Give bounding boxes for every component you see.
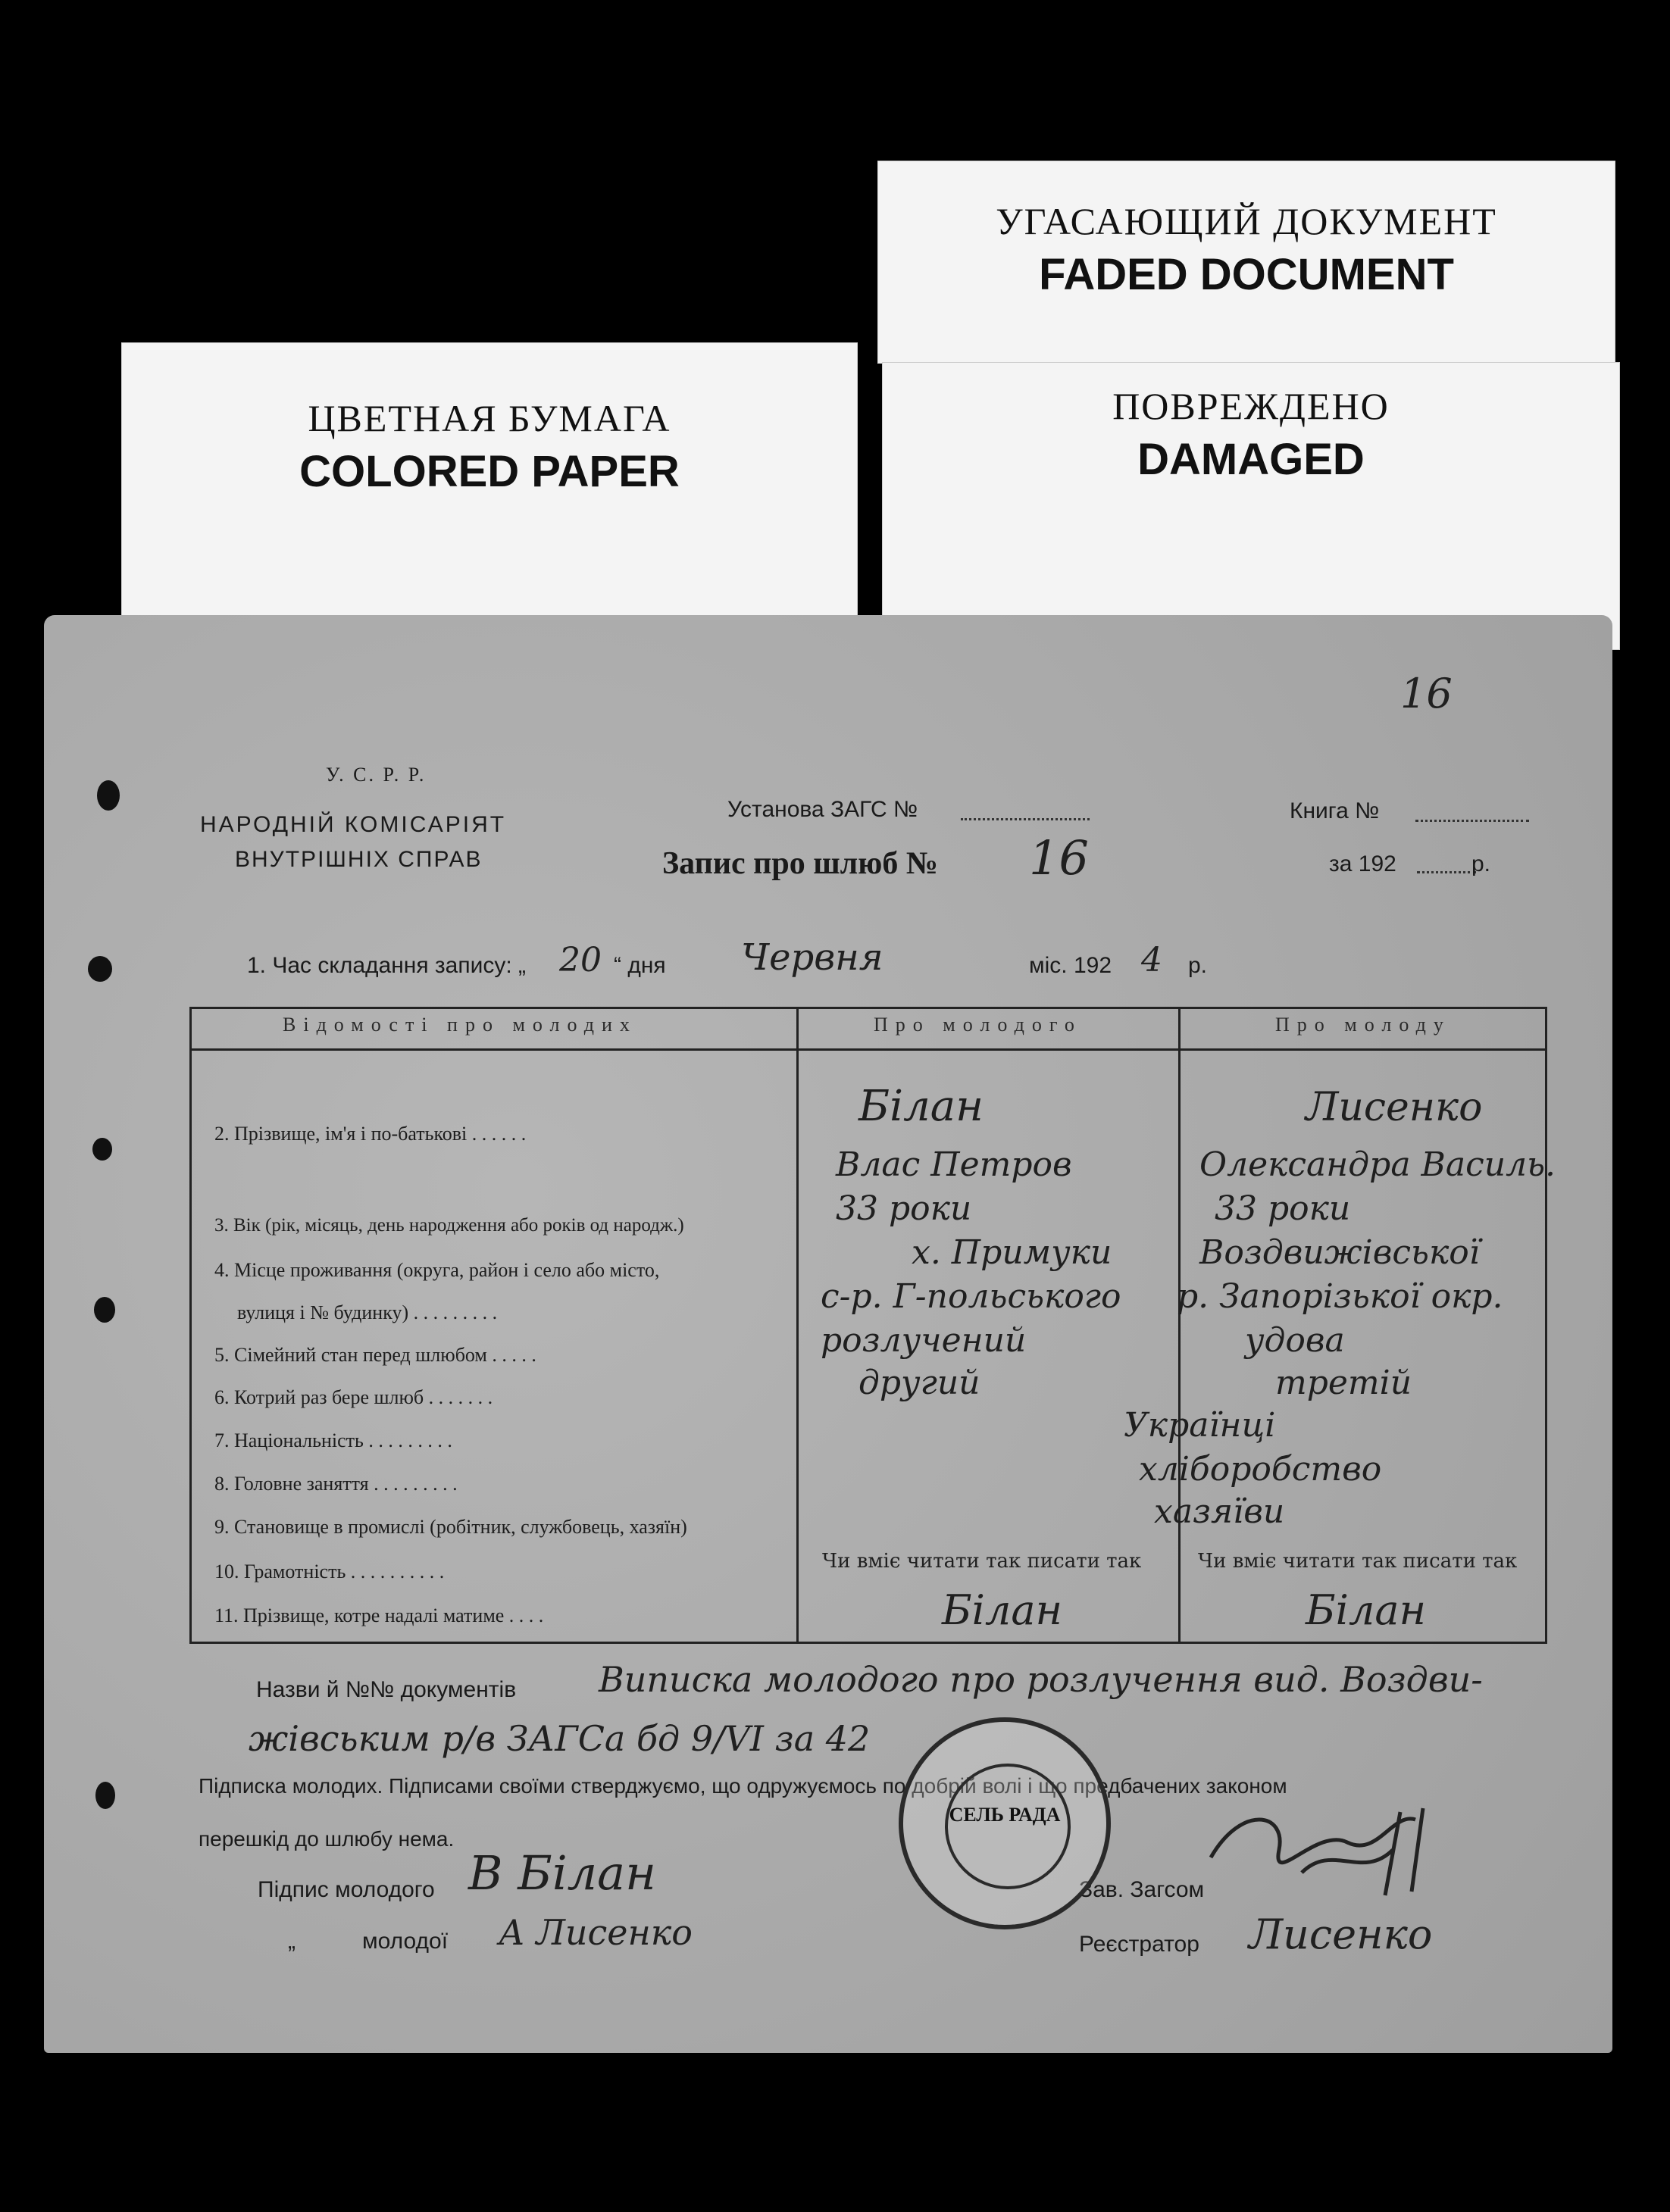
row-label-name: 2. Прізвище, ім'я і по-батькові . . . . . . (214, 1123, 527, 1145)
groom-residence-1: х. Примуки (912, 1233, 1112, 1272)
groom-surname: Білан (858, 1082, 984, 1131)
header-ussr: У. С. Р. Р. (326, 764, 427, 786)
bride-signature: А Лисенко (499, 1912, 693, 1953)
year-label: за 192 (1329, 851, 1396, 876)
groom-given-name: Влас Петров (836, 1145, 1072, 1184)
header-divider (192, 1048, 1545, 1051)
marriage-record-document (44, 615, 1612, 2053)
bride-quote-mark: „ (288, 1929, 296, 1954)
damaged-card (882, 362, 1620, 650)
time-mis: міс. 192 (1029, 953, 1112, 978)
time-prefix: 1. Час складання запису: „ (247, 953, 527, 978)
shared-nationality: Українці (1124, 1406, 1276, 1445)
col-header-groom: Про молодого (874, 1014, 1082, 1036)
col-header-bride: Про молоду (1275, 1014, 1451, 1036)
column-divider (796, 1009, 799, 1642)
registrar-signature: Лисенко (1249, 1911, 1433, 1958)
groom-marriage-count: другий (858, 1364, 980, 1402)
year-field (1417, 871, 1476, 873)
record-title: Запис про шлюб № (662, 846, 939, 881)
header-internal-affairs: ВНУТРІШНІХ СПРАВ (235, 847, 483, 872)
bride-literacy: Чи вміє читати так писати так (1198, 1550, 1518, 1573)
groom-marital: розлучений (821, 1321, 1027, 1360)
row-label-literacy: 10. Грамотність . . . . . . . . . . (214, 1561, 445, 1582)
time-mid: “ дня (614, 953, 666, 978)
official-stamp (899, 1717, 1111, 1929)
faded-label-ru: УГАСАЮЩИЙ ДОКУМЕНТ (996, 200, 1497, 242)
head-label: Зав. Загсом (1079, 1877, 1205, 1902)
bride-marital: удова (1245, 1321, 1345, 1360)
colored-paper-card (121, 342, 858, 661)
groom-signature-label: Підпис молодого (258, 1877, 435, 1902)
page-number: 16 (1400, 670, 1453, 717)
bride-signature-label: молодої (362, 1929, 449, 1954)
row-label-marital: 5. Сімейний стан перед шлюбом . . . . . (214, 1344, 536, 1366)
registrar-label: Реєстратор (1079, 1932, 1199, 1957)
groom-age: 33 роки (836, 1189, 972, 1228)
documents-label: Назви й №№ документів (256, 1677, 517, 1702)
faded-document-card (877, 161, 1615, 364)
year-suffix: р. (1471, 851, 1491, 876)
declaration-line-2: перешкід до шлюбу нема. (199, 1827, 455, 1851)
bride-future-surname: Білан (1306, 1586, 1427, 1634)
bride-marriage-count: третій (1275, 1364, 1412, 1402)
book-field (1415, 820, 1529, 822)
institution-field (961, 818, 1090, 820)
shared-occupation: хліборобство (1139, 1450, 1382, 1489)
bride-given-name: Олександра Василь. (1199, 1145, 1556, 1184)
column-divider (1178, 1009, 1181, 1642)
row-label-residence-2: вулиця і № будинку) . . . . . . . . . (237, 1301, 498, 1323)
row-label-age: 3. Вік (рік, місяць, день народження або років од народж.) (214, 1215, 684, 1236)
faded-label-en: FADED DOCUMENT (1039, 250, 1454, 299)
damage-hole (88, 956, 112, 982)
row-label-future-surname: 11. Прізвище, котре надалі матиме . . . . (214, 1604, 544, 1626)
time-year-digit: 4 (1141, 941, 1162, 979)
damage-hole (95, 1782, 115, 1809)
row-label-nationality: 7. Національність . . . . . . . . . (214, 1429, 452, 1451)
row-label-occupation: 8. Головне заняття . . . . . . . . . (214, 1473, 458, 1495)
documents-hand-1: Виписка молодого про розлучення вид. Воздви- (599, 1659, 1483, 1700)
declaration-line-1: Підписка молодих. Підписами своїми стверджуємо, що одружуємось по добрій волі і що предбачених законом (199, 1774, 1287, 1798)
marriage-details-table (189, 1007, 1556, 1644)
stamp-inner-ring (945, 1764, 1071, 1889)
damaged-label-ru: ПОВРЕЖДЕНО (1112, 385, 1390, 427)
bride-surname: Лисенко (1306, 1085, 1483, 1130)
header-commissariat: НАРОДНІЙ КОМІСАРІЯТ (200, 812, 507, 837)
time-month: Червня (741, 936, 883, 979)
damaged-label-en: DAMAGED (1137, 435, 1365, 484)
colored-label-ru: ЦВЕТНАЯ БУМАГА (308, 397, 671, 439)
groom-future-surname: Білан (942, 1586, 1063, 1634)
bride-age: 33 роки (1215, 1189, 1351, 1228)
bride-residence-1: Воздвижівської (1199, 1233, 1480, 1272)
head-signature-scribble (1196, 1797, 1438, 1903)
time-suffix: р. (1188, 953, 1208, 978)
bride-residence-2: р. Запорізької окр. (1177, 1277, 1503, 1316)
institution-label: Установа ЗАГС № (727, 797, 918, 822)
stamp-text: СЕЛЬ РАДА (949, 1804, 1061, 1826)
record-number: 16 (1029, 830, 1089, 886)
book-label: Книга № (1290, 798, 1380, 823)
groom-residence-2: с-р. Г-польського (821, 1277, 1121, 1316)
row-label-residence: 4. Місце проживання (округа, район і село або місто, (214, 1259, 660, 1281)
damage-hole (94, 1297, 115, 1323)
groom-literacy: Чи вміє читати так писати так (822, 1550, 1142, 1573)
documents-hand-2: жівським р/в ЗАГСа бд 9/VI за 42 (249, 1718, 871, 1759)
row-label-status: 9. Становище в промислі (робітник, службовець, хазяїн) (214, 1516, 687, 1538)
damage-hole (97, 780, 120, 811)
row-label-marriage-count: 6. Котрий раз бере шлюб . . . . . . . (214, 1386, 493, 1408)
colored-label-en: COLORED PAPER (299, 447, 680, 496)
groom-signature: В Білан (468, 1845, 656, 1901)
time-day: 20 (559, 941, 602, 979)
damage-hole (92, 1138, 112, 1161)
shared-status: хазяїви (1154, 1492, 1285, 1531)
col-header-info: Відомості про молодих (283, 1014, 637, 1036)
